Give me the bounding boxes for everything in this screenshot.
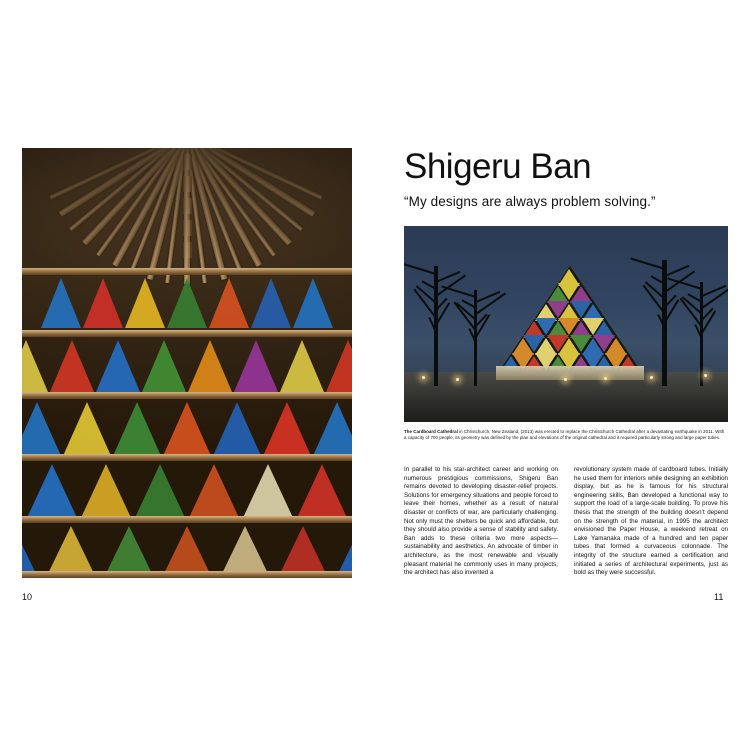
cathedral-building [500, 266, 640, 378]
body-columns [404, 466, 728, 578]
caption-lead: The Cardboard Cathedral [404, 429, 458, 434]
body-column-2: revolutionary system made of cardboard tubes. Initially he used them for interiors while designing an exhibition display, but as he is famous for his structural engineering skills, Ban developed a functional way to support the load of a large-scale building. To prove his thesis that the strength of the building doesn’t depend on the strength of the material, in 1995 the architect envisioned the Paper House, a weekend retreat on Lake Yamanaka made of a hundred and ten paper tubes that formed a curvaceous colonnade. The integrity of the structure earned a certification and initiated a series of architectural experiments, just as bold as they were successful. [574, 466, 728, 577]
building-base [496, 366, 644, 380]
page-title: Shigeru Ban [404, 147, 592, 186]
caption-text: in Christchurch, New Zealand, (2013) was erected to replace the Christchurch Cathedral after a devastating earthquake in 2011. With a capacity of 700 people, its geometry was defined by the plan and elevations of the original cathedral and it required particularly strong and large paper tubes. [404, 429, 725, 441]
pull-quote: “My designs are always problem solving.” [404, 194, 656, 209]
cardboard-cathedral-interior-photo [22, 148, 352, 578]
page-number-right: 11 [714, 592, 724, 602]
body-column-1: In parallel to his star-architect career and working on numerous prestigious commissions, Shigeru Ban remains devoted to developing disaster-relief projects. Solutions for emergency situations and people forced to leave their homes, whether as a result of natural disaster or conflicts of war, are particularly challenging. Not only must the shelters be quick and affordable, but they should also provide a sense of stability and safety. Ban adds to these criteria two more aspects—sustainability and aesthetics. An advocate of timber in architecture, as the most renewable and visually pleasant material he commonly uses in many projects, the architect has also invented a [404, 466, 558, 577]
stained-glass-triangles [22, 268, 352, 578]
gable-stained-glass [500, 266, 640, 370]
cardboard-cathedral-exterior-photo [404, 226, 728, 422]
right-page [404, 148, 728, 598]
left-page [22, 148, 352, 578]
photo-caption [404, 429, 728, 441]
page-number-left: 10 [22, 592, 33, 602]
